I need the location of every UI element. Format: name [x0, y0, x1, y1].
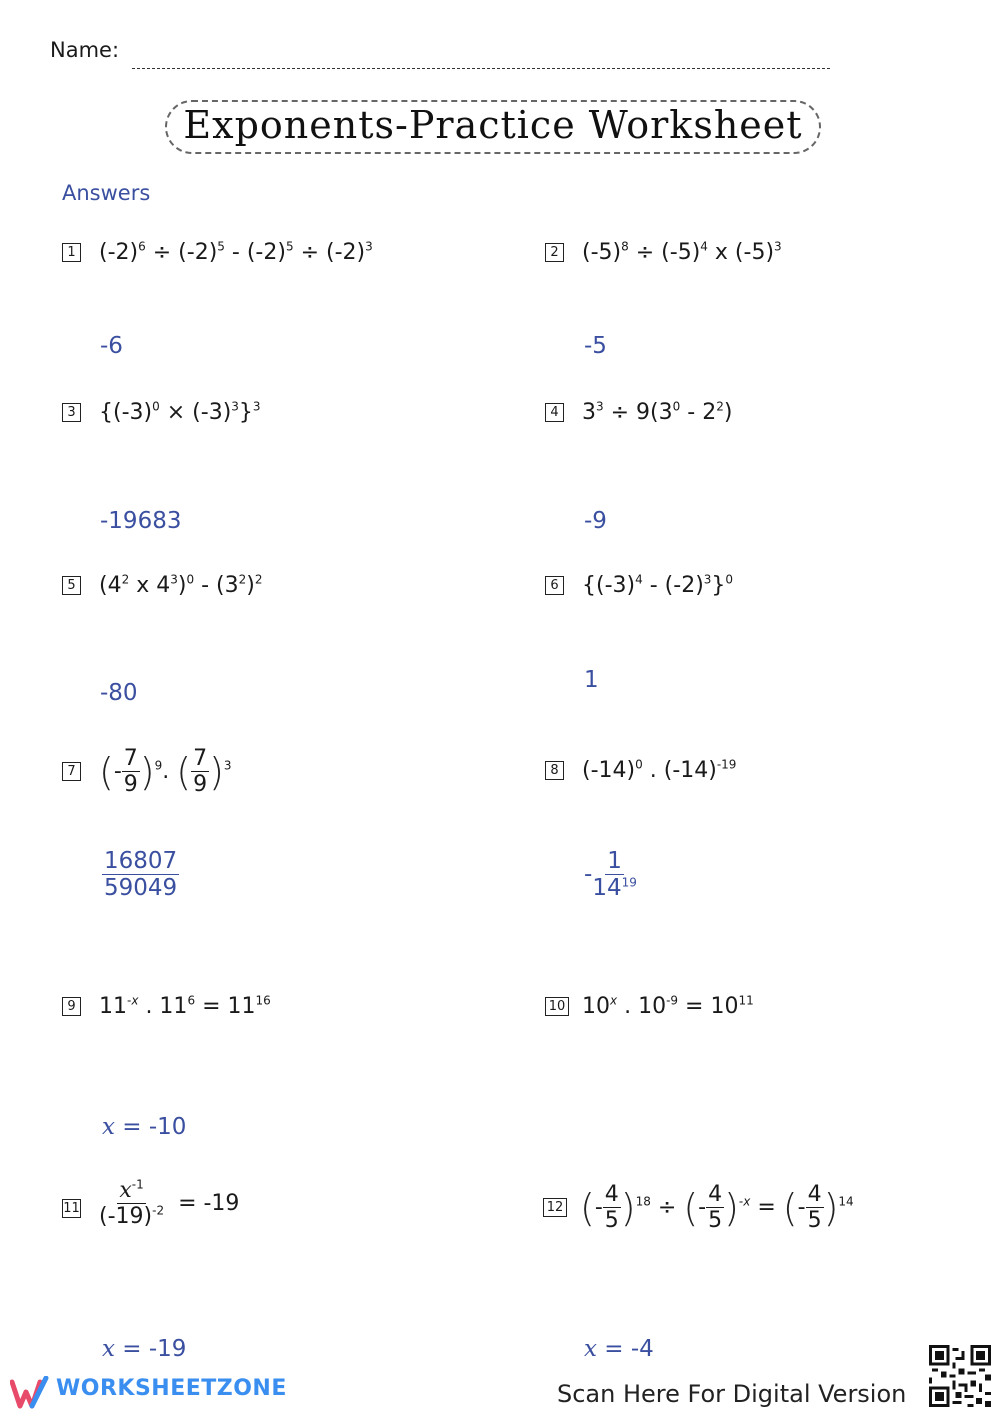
answer-numerator: 16807 — [104, 848, 178, 874]
answer-11 — [102, 1336, 186, 1362]
problem-number: 12 — [543, 1198, 567, 1217]
scan-text: Scan Here For Digital Version — [557, 1380, 907, 1408]
answer-8 — [584, 850, 637, 900]
problem-expression: $\{(-3)^0 \times (-3)^3\}^3$ — [99, 399, 261, 425]
problem-expression: $\{(-3)^4 - (-2)^3\}^0$ — [582, 572, 734, 598]
answer-6: 1 — [584, 667, 599, 693]
answer-value: = -19 — [114, 1336, 187, 1362]
answer-12 — [584, 1336, 654, 1362]
problem-number: 11 — [63, 1201, 80, 1216]
problem-number: 10 — [545, 997, 569, 1016]
worksheetzone-logo-icon — [10, 1376, 50, 1410]
answer-1: -6 — [100, 333, 123, 359]
answer-7 — [102, 850, 179, 900]
problem-number: 2 — [545, 243, 564, 262]
problem-number: 6 — [545, 576, 564, 595]
answer-sign: - — [584, 861, 593, 888]
answer-denominator: 14 — [592, 875, 622, 901]
answer-value: = -10 — [114, 1114, 187, 1140]
problem-expression: $(-14)^0$ . $(-14)^{-19}$ — [582, 757, 737, 783]
problem-expression: (- $\frac{4}{5}$ )$^{18}$ ÷ (- $\frac{4}{5}$ )$^{-x}$ = (- $\frac{4}{5}$ )$^{14}$ — [580, 1182, 854, 1233]
answer-2: -5 — [584, 333, 607, 359]
answers-label: Answers — [62, 181, 151, 205]
answer-9 — [102, 1114, 186, 1140]
problem-expression: 10$^x$ . $10^{-9} = 10^{11}$ — [582, 993, 754, 1019]
answer-numerator: 1 — [607, 848, 622, 874]
answer-value: = -4 — [596, 1336, 654, 1362]
answer-4: -9 — [584, 508, 607, 534]
answer-denominator-exponent: 19 — [621, 875, 637, 890]
problem-number: 7 — [62, 762, 81, 781]
problem-expression: $3^3 \div 9(3^0 - 2^2)$ — [582, 399, 733, 425]
qr-code-icon[interactable] — [929, 1345, 991, 1407]
problem-number: 8 — [545, 761, 564, 780]
page-title: Exponents-Practice Worksheet — [183, 103, 803, 147]
problem-number: 9 — [62, 997, 81, 1016]
name-label: Name: — [50, 38, 120, 62]
problem-expression: $(-2)^6 \div (-2)^5 - (-2)^5 \div (-2)^3$ — [99, 239, 373, 265]
answer-variable: x — [584, 1336, 597, 1362]
answer-variable: x — [102, 1114, 115, 1140]
brand-name: WORKSHEETZONE — [56, 1376, 287, 1401]
problem-expression: $11^{-x}$ . $11^6 = 11^{16}$ — [99, 993, 271, 1019]
answer-variable: x — [102, 1336, 115, 1362]
answer-denominator: 59049 — [104, 875, 178, 901]
problem-number: 1 — [62, 243, 81, 262]
answer-3: -19683 — [100, 508, 182, 534]
problem-number: 3 — [62, 403, 81, 422]
problem-expression: $(-5)^8 \div (-5)^4$ x $(-5)^3$ — [582, 239, 782, 265]
problem-expression: ($4^2$ x $4^3)^0 - (3^2)^2$ — [99, 572, 263, 598]
problem-number: 4 — [545, 403, 564, 422]
problem-expression: $\frac{x^{-1}}{(-19)^{-2}}$ = -19 — [99, 1177, 240, 1229]
name-line[interactable] — [132, 68, 830, 69]
problem-expression: (- $\frac{7}{9}$ )$^9$. ( $\frac{7}{9}$ )$^3$ — [99, 746, 232, 797]
problem-number: 5 — [62, 576, 81, 595]
answer-5: -80 — [100, 680, 138, 706]
